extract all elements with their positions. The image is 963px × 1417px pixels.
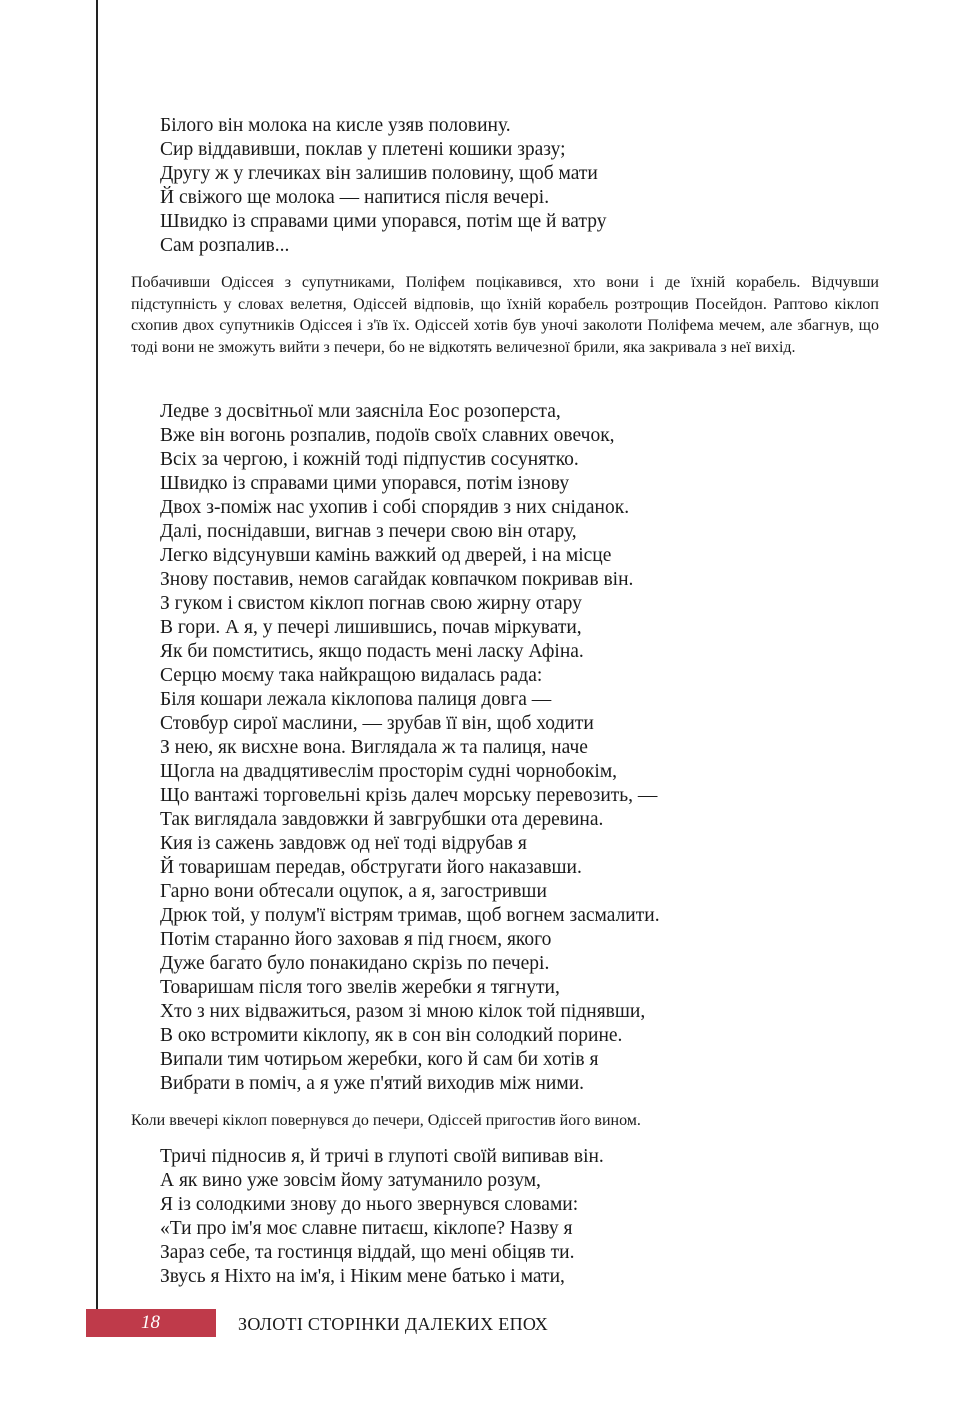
poem-stanza-2: [160, 400, 660, 1096]
poem-line: Вибрати в поміч, а я уже п'ятий виходив між ними.: [160, 1073, 585, 1094]
margin-rule: [96, 0, 98, 1312]
poem-line: Звусь я Ніхто на ім'я, і Ніким мене батько і мати,: [160, 1266, 565, 1287]
poem-line: Зараз себе, та гостинця віддай, що мені обіцяв ти.: [160, 1242, 575, 1263]
poem-line: Потім старанно його заховав я під гноєм, якого: [160, 929, 552, 950]
poem-line: Стовбур сирої маслини, — зрубав її він, щоб ходити: [160, 713, 594, 734]
poem-line: Білого він молока на кисле узяв половину.: [160, 115, 511, 136]
poem-line: Кия із сажень завдовж од неї тоді відрубав я: [160, 833, 527, 854]
poem-line: Щогла на двадцятивеслім просторім судні чорнобокім,: [160, 761, 618, 782]
poem-line: Серцю моєму така найкращою видалась рада:: [160, 665, 543, 686]
page-number: 18: [141, 1312, 160, 1333]
poem-line: Гарно вони обтесали оцупок, а я, загостривши: [160, 881, 547, 902]
poem-line: Знову поставив, немов сагайдак ковпачком покривав він.: [160, 569, 634, 590]
prose-summary-1: Побачивши Одіссея з супутниками, Поліфем поцікавився, хто вони і де їхній корабель. Відчувши підступність у словах велетня, Одіссей відповів, що їхній корабель розтрощив Посейдон. Раптово кіклоп схопив двох супутників Одіссея і з'їв їх. Одіссей хотів був уночі заколоти Поліфема мечем, але збагнув, що тоді вони не зможуть вийти з печери, бо не відкотять величезної брили, яка закривала з неї вихід.: [131, 274, 879, 356]
poem-line: Другу ж у глечиках він залишив половину, щоб мати: [160, 163, 598, 184]
poem-line: Як би помститись, якщо подасть мені ласку Афіна.: [160, 641, 584, 662]
poem-line: В око встромити кіклопу, як в сон він солодкий порине.: [160, 1025, 623, 1046]
poem-line: Сам розпалив...: [160, 235, 290, 256]
poem-line: Сир віддавивши, поклав у плетені кошики зразу;: [160, 139, 566, 160]
running-footer-title: ЗОЛОТІ СТОРІНКИ ДАЛЕКИХ ЕПОХ: [238, 1314, 549, 1334]
poem-stanza-1: [160, 114, 606, 258]
poem-line: Я із солодкими знову до нього звернувся словами:: [160, 1194, 579, 1215]
poem-line: З гуком і свистом кіклоп погнав свою жирну отару: [160, 593, 582, 614]
poem-line: В гори. А я, у печері лишившись, почав міркувати,: [160, 617, 582, 638]
poem-line: Хто з них відважиться, разом зі мною кілок той піднявши,: [160, 1001, 646, 1022]
poem-line: Тричі підносив я, й тричі в глупоті своїй випивав він.: [160, 1146, 604, 1167]
poem-line: Біля кошари лежала кіклопова палиця довга —: [160, 689, 552, 710]
poem-line: З нею, як висхне вона. Виглядала ж та палиця, наче: [160, 737, 588, 758]
poem-line: Дуже багато було понакидано скрізь по печері.: [160, 953, 550, 974]
poem-line: А як вино уже зовсім йому затуманило розум,: [160, 1170, 541, 1191]
poem-line: Дрюк той, у полум'ї вістрям тримав, щоб вогнем засмалити.: [160, 905, 660, 926]
poem-line: Вже він вогонь розпалив, подоїв своїх славних овечок,: [160, 425, 615, 446]
poem-line: Ледве з досвітньої мли заясніла Еос розоперста,: [160, 401, 561, 422]
poem-line: Швидко із справами цими упорався, потім ізнову: [160, 473, 570, 494]
poem-line: Всіх за чергою, і кожній тоді підпустив сосунятко.: [160, 449, 579, 470]
poem-line: Й свіжого ще молока — напитися після вечері.: [160, 187, 550, 208]
poem-line: Швидко із справами цими упорався, потім ще й ватру: [160, 211, 607, 232]
poem-line: Двох з-поміж нас ухопив і собі спорядив з них сніданок.: [160, 497, 630, 518]
poem-line: Й товаришам передав, обстругати його наказавши.: [160, 857, 582, 878]
prose-summary-2: Коли ввечері кіклоп повернувся до печери, Одіссей пригостив його вином.: [131, 1112, 641, 1129]
poem-line: Далі, поснідавши, вигнав з печери свою він отару,: [160, 521, 577, 542]
poem-stanza-3: [160, 1145, 604, 1289]
poem-line: «Ти про ім'я моє славне питаєш, кіклопе? Назву я: [160, 1218, 573, 1239]
poem-line: Легко відсунувши камінь важкий од дверей, і на місце: [160, 545, 612, 566]
poem-line: Так виглядала завдовжки й завгрубшки ота деревина.: [160, 809, 604, 830]
poem-line: Товаришам після того звелів жеребки я тягнути,: [160, 977, 560, 998]
poem-line: Випали тим чотирьом жеребки, кого й сам би хотів я: [160, 1049, 599, 1070]
poem-line: Що вантажі торговельні крізь далеч морську перевозить, —: [160, 785, 658, 806]
